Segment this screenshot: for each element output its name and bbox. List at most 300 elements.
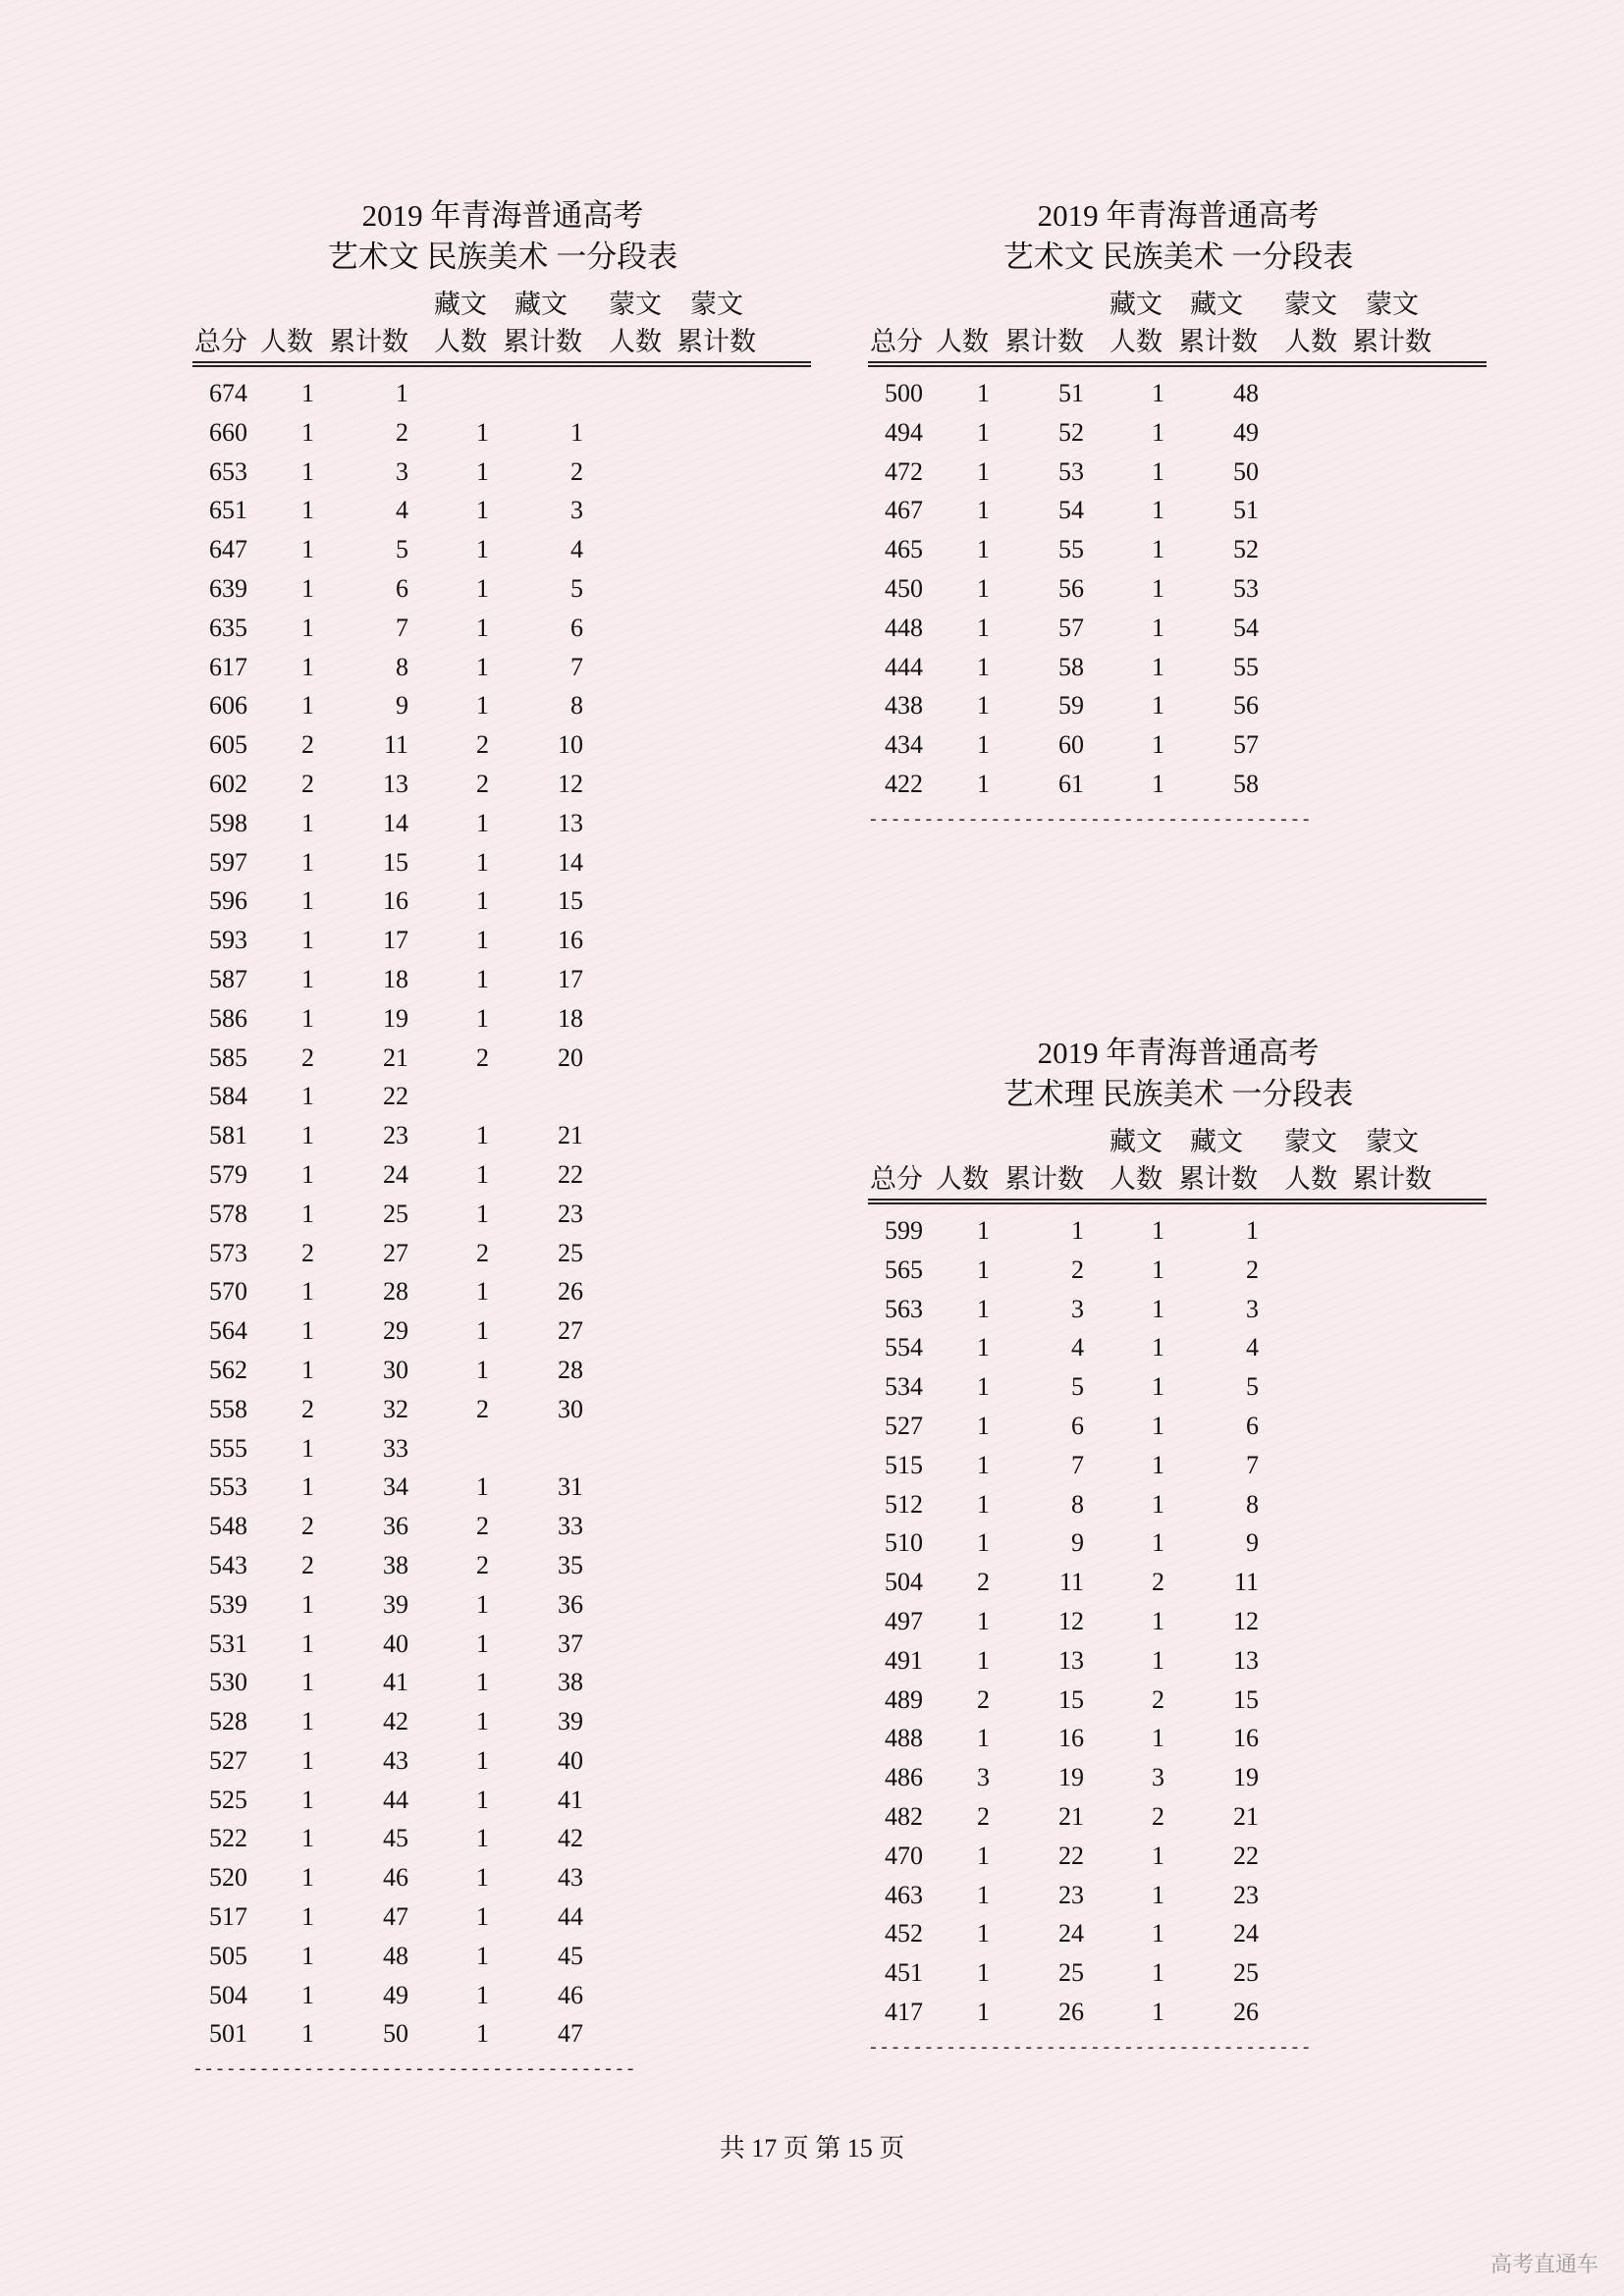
count-cell: 1	[301, 1707, 314, 1736]
zang-cumulative-cell: 39	[558, 1707, 583, 1736]
cumulative-cell: 18	[383, 964, 408, 993]
zang-count-cell: 1	[1152, 613, 1164, 642]
zang-cumulative-cell: 46	[558, 1980, 583, 2009]
table-row	[192, 1666, 813, 1705]
table-row	[868, 1644, 1489, 1683]
count-cell: 1	[977, 691, 990, 721]
table-row	[868, 1449, 1489, 1488]
cumulative-cell: 23	[1058, 1880, 1084, 1909]
zang-cumulative-cell: 13	[1233, 1645, 1259, 1675]
cumulative-cell: 1	[1071, 1216, 1084, 1245]
zang-count-cell: 1	[1152, 1645, 1164, 1675]
cumulative-cell: 23	[383, 1121, 408, 1150]
score-cell: 489	[885, 1684, 923, 1714]
zang-cumulative-cell: 51	[1233, 496, 1259, 525]
table-row	[192, 689, 813, 728]
count-cell: 1	[301, 1277, 314, 1307]
score-cell: 504	[885, 1568, 923, 1597]
cumulative-cell: 40	[383, 1629, 408, 1658]
table-row	[868, 1410, 1489, 1449]
cumulative-cell: 25	[1058, 1958, 1084, 1988]
zang-count-cell: 1	[1152, 691, 1164, 721]
table-row	[868, 768, 1489, 807]
zang-count-cell: 1	[1152, 1372, 1164, 1402]
zang-cumulative-cell: 56	[1233, 691, 1259, 721]
header-zang-cum: 累计数	[503, 327, 582, 356]
cumulative-cell: 59	[1058, 691, 1084, 721]
count-cell: 1	[977, 1450, 990, 1479]
table-row	[868, 1488, 1489, 1527]
zang-count-cell: 2	[476, 1550, 489, 1579]
score-cell: 450	[885, 573, 923, 603]
header-zang-cum: 累计数	[1178, 1164, 1258, 1194]
cumulative-cell: 42	[383, 1707, 408, 1736]
table-row	[192, 1940, 813, 1979]
zang-count-cell: 1	[1152, 1606, 1164, 1635]
score-cell: 653	[209, 456, 247, 486]
table-row	[868, 1996, 1489, 2035]
table-row	[868, 455, 1489, 495]
zang-count-cell: 1	[476, 573, 489, 603]
score-cell: 434	[885, 730, 923, 760]
table-row	[192, 1354, 813, 1393]
cumulative-cell: 21	[1058, 1801, 1084, 1831]
zang-count-cell: 1	[1152, 769, 1164, 798]
zang-cumulative-cell: 47	[558, 2019, 583, 2049]
zang-cumulative-cell: 37	[558, 1629, 583, 1658]
zang-count-cell: 1	[476, 1355, 489, 1384]
zang-count-cell: 1	[476, 1863, 489, 1893]
count-cell: 1	[301, 1003, 314, 1033]
table-row	[192, 1158, 813, 1198]
zang-cumulative-cell: 55	[1233, 652, 1259, 681]
zang-cumulative-cell: 57	[1233, 730, 1259, 760]
count-cell: 1	[301, 1355, 314, 1384]
cumulative-cell: 43	[383, 1745, 408, 1775]
count-cell: 1	[977, 1528, 990, 1558]
cumulative-cell: 25	[383, 1199, 408, 1228]
count-cell: 1	[977, 1333, 990, 1362]
cumulative-cell: 22	[383, 1082, 408, 1111]
table-row	[192, 884, 813, 924]
cumulative-cell: 55	[1058, 535, 1084, 564]
zang-count-cell: 1	[476, 496, 489, 525]
table-row	[192, 963, 813, 1002]
score-cell: 482	[885, 1801, 923, 1831]
cumulative-cell: 13	[1058, 1645, 1084, 1675]
cumulative-cell: 8	[1071, 1489, 1084, 1519]
count-cell: 1	[977, 1489, 990, 1519]
cumulative-cell: 60	[1058, 730, 1084, 760]
table-subtitle: 艺术文 民族美术 一分段表	[1002, 240, 1354, 274]
table-row	[192, 1080, 813, 1119]
zang-count-cell: 1	[1152, 1489, 1164, 1519]
cumulative-cell: 46	[383, 1863, 408, 1893]
table-row	[192, 1275, 813, 1314]
count-cell: 1	[977, 1606, 990, 1635]
zang-cumulative-cell: 18	[558, 1003, 583, 1033]
cumulative-cell: 54	[1058, 496, 1084, 525]
count-cell: 1	[977, 769, 990, 798]
zang-count-cell: 1	[1152, 1450, 1164, 1479]
table-row	[868, 1293, 1489, 1332]
zang-cumulative-cell: 50	[1233, 456, 1259, 486]
zang-cumulative-cell: 22	[1233, 1841, 1259, 1870]
table-title: 2019 年青海普通高考	[1037, 198, 1320, 233]
table-row	[868, 1526, 1489, 1566]
table-row	[192, 924, 813, 963]
header-zang-count: 人数	[1110, 327, 1163, 356]
zang-count-cell: 1	[1152, 1411, 1164, 1440]
zang-cumulative-cell: 26	[558, 1277, 583, 1307]
zang-count-cell: 1	[476, 1199, 489, 1228]
cumulative-cell: 9	[1071, 1528, 1084, 1558]
header-meng-1: 蒙文	[609, 290, 662, 319]
zang-cumulative-cell: 1	[1246, 1216, 1259, 1245]
table-row	[192, 1198, 813, 1237]
score-cell: 555	[209, 1433, 247, 1463]
count-cell: 1	[977, 1841, 990, 1870]
header-meng-1: 蒙文	[1284, 290, 1337, 319]
zang-cumulative-cell: 21	[1233, 1801, 1259, 1831]
cumulative-cell: 33	[383, 1433, 408, 1463]
score-cell: 593	[209, 926, 247, 955]
score-cell: 584	[209, 1082, 247, 1111]
count-cell: 1	[301, 847, 314, 877]
score-cell: 505	[209, 1941, 247, 1970]
zang-cumulative-cell: 45	[558, 1941, 583, 1970]
score-cell: 465	[885, 535, 923, 564]
zang-cumulative-cell: 8	[1246, 1489, 1259, 1519]
count-cell: 1	[977, 613, 990, 642]
table-row	[192, 1041, 813, 1081]
score-cell: 586	[209, 1003, 247, 1033]
zang-count-cell: 1	[476, 456, 489, 486]
cumulative-cell: 45	[383, 1824, 408, 1853]
header-zang-2: 藏文	[1190, 1127, 1243, 1156]
cumulative-cell: 38	[383, 1550, 408, 1579]
cumulative-cell: 7	[1071, 1450, 1084, 1479]
cumulative-cell: 61	[1058, 769, 1084, 798]
count-cell: 1	[301, 1629, 314, 1658]
score-cell: 548	[209, 1512, 247, 1541]
score-cell: 539	[209, 1589, 247, 1619]
table-row	[192, 1237, 813, 1276]
zang-count-cell: 1	[476, 1159, 489, 1189]
header-meng-1: 蒙文	[1284, 1127, 1337, 1156]
table-row	[192, 1979, 813, 2018]
zang-count-cell: 1	[1152, 1255, 1164, 1284]
zang-cumulative-cell: 35	[558, 1550, 583, 1579]
count-cell: 3	[977, 1763, 990, 1792]
zang-cumulative-cell: 43	[558, 1863, 583, 1893]
score-cell: 494	[885, 417, 923, 447]
table-row	[868, 1722, 1489, 1761]
score-cell: 565	[885, 1255, 923, 1284]
score-cell: 417	[885, 1997, 923, 2026]
score-cell: 635	[209, 613, 247, 642]
table-row	[868, 1566, 1489, 1605]
count-cell: 1	[301, 1433, 314, 1463]
zang-cumulative-cell: 24	[1233, 1919, 1259, 1949]
zang-cumulative-cell: 15	[1233, 1684, 1259, 1714]
score-cell: 486	[885, 1763, 923, 1792]
cumulative-cell: 15	[1058, 1684, 1084, 1714]
count-cell: 1	[977, 535, 990, 564]
count-cell: 1	[301, 1941, 314, 1970]
zang-count-cell: 1	[1152, 652, 1164, 681]
zang-cumulative-cell: 36	[558, 1589, 583, 1619]
score-cell: 527	[885, 1411, 923, 1440]
zang-cumulative-cell: 26	[1233, 1997, 1259, 2026]
table-row	[192, 1470, 813, 1510]
score-cell: 587	[209, 964, 247, 993]
score-cell: 448	[885, 613, 923, 642]
table-row	[868, 1761, 1489, 1800]
score-cell: 617	[209, 652, 247, 681]
header-count: 人数	[936, 1164, 989, 1194]
header-cum: 累计数	[329, 327, 408, 356]
count-cell: 1	[301, 1902, 314, 1932]
score-cell: 512	[885, 1489, 923, 1519]
zang-count-cell: 1	[476, 1629, 489, 1658]
header-cum: 累计数	[1004, 327, 1084, 356]
score-cell: 438	[885, 691, 923, 721]
cumulative-cell: 3	[396, 456, 408, 486]
zang-cumulative-cell: 3	[1246, 1294, 1259, 1323]
count-cell: 1	[301, 379, 314, 407]
zang-count-cell: 2	[1152, 1684, 1164, 1714]
zang-cumulative-cell: 28	[558, 1355, 583, 1384]
zang-cumulative-cell: 30	[558, 1394, 583, 1423]
cumulative-cell: 7	[396, 613, 408, 642]
score-cell: 510	[885, 1528, 923, 1558]
zang-count-cell: 1	[476, 1472, 489, 1502]
zang-count-cell: 1	[476, 964, 489, 993]
zang-count-cell: 1	[476, 613, 489, 642]
table-row	[868, 494, 1489, 533]
count-cell: 1	[977, 496, 990, 525]
count-cell: 1	[301, 1785, 314, 1814]
cumulative-cell: 11	[383, 730, 408, 760]
score-cell: 562	[209, 1355, 247, 1384]
table-row	[192, 1588, 813, 1628]
cumulative-cell: 19	[383, 1003, 408, 1033]
zang-count-cell: 2	[476, 769, 489, 798]
count-cell: 1	[301, 1159, 314, 1189]
header-meng-count: 人数	[1284, 327, 1337, 356]
score-cell: 491	[885, 1645, 923, 1675]
count-cell: 2	[301, 1042, 314, 1072]
table-row	[868, 689, 1489, 728]
cumulative-cell: 27	[383, 1238, 408, 1267]
zang-count-cell: 1	[476, 1316, 489, 1346]
score-cell: 597	[209, 847, 247, 877]
score-cell: 596	[209, 886, 247, 916]
header-zang-1: 藏文	[1110, 290, 1163, 319]
table-header	[868, 1120, 1489, 1199]
zang-count-cell: 1	[476, 1902, 489, 1932]
table-row	[868, 572, 1489, 612]
table-row	[868, 651, 1489, 690]
table-row	[192, 494, 813, 533]
cumulative-cell: 52	[1058, 417, 1084, 447]
zang-cumulative-cell: 22	[558, 1159, 583, 1189]
score-cell: 647	[209, 535, 247, 564]
table-row	[868, 416, 1489, 455]
table-row	[192, 1432, 813, 1471]
zang-cumulative-cell: 17	[558, 964, 583, 993]
count-cell: 1	[977, 456, 990, 486]
header-zang-1: 藏文	[1110, 1127, 1163, 1156]
table-row	[868, 1840, 1489, 1879]
score-cell: 467	[885, 496, 923, 525]
score-cell: 674	[209, 379, 247, 407]
table-row	[192, 1861, 813, 1900]
table-row	[868, 1214, 1489, 1254]
zang-count-cell: 2	[476, 1512, 489, 1541]
cumulative-cell: 4	[1071, 1333, 1084, 1362]
count-cell: 1	[301, 573, 314, 603]
zang-cumulative-cell: 9	[1246, 1528, 1259, 1558]
header-meng-cum: 累计数	[1352, 1164, 1432, 1194]
zang-cumulative-cell: 25	[558, 1238, 583, 1267]
cumulative-cell: 48	[383, 1941, 408, 1970]
zang-cumulative-cell: 58	[1233, 769, 1259, 798]
zang-cumulative-cell: 11	[1233, 1568, 1259, 1597]
zang-count-cell: 1	[1152, 379, 1164, 407]
cumulative-cell: 16	[1058, 1724, 1084, 1753]
zang-cumulative-cell: 23	[558, 1199, 583, 1228]
cumulative-cell: 32	[383, 1394, 408, 1423]
score-cell: 472	[885, 456, 923, 486]
table-row	[192, 455, 813, 495]
zang-cumulative-cell: 53	[1233, 573, 1259, 603]
table-row	[192, 1119, 813, 1158]
table-row	[868, 1370, 1489, 1410]
header-meng-count: 人数	[609, 327, 662, 356]
header-meng-2: 蒙文	[690, 290, 743, 319]
zang-cumulative-cell: 31	[558, 1472, 583, 1502]
cumulative-cell: 5	[396, 535, 408, 564]
cumulative-cell: 4	[396, 496, 408, 525]
count-cell: 1	[977, 1255, 990, 1284]
count-cell: 1	[977, 1294, 990, 1323]
cumulative-cell: 22	[1058, 1841, 1084, 1870]
zang-count-cell: 1	[476, 1745, 489, 1775]
table-row	[868, 1800, 1489, 1840]
count-cell: 1	[301, 1589, 314, 1619]
count-cell: 1	[301, 456, 314, 486]
header-zang-count: 人数	[1110, 1164, 1163, 1194]
zang-count-cell: 1	[1152, 1294, 1164, 1323]
cumulative-cell: 5	[1071, 1372, 1084, 1402]
zang-cumulative-cell: 8	[570, 691, 583, 721]
score-cell: 578	[209, 1199, 247, 1228]
score-cell: 639	[209, 573, 247, 603]
count-cell: 2	[977, 1568, 990, 1597]
zang-count-cell: 1	[476, 1941, 489, 1970]
count-cell: 1	[301, 808, 314, 837]
count-cell: 1	[301, 613, 314, 642]
table-row	[868, 377, 1489, 416]
zang-cumulative-cell: 38	[558, 1668, 583, 1697]
header-cum: 累计数	[1004, 1164, 1084, 1194]
score-cell: 501	[209, 2019, 247, 2049]
zang-cumulative-cell: 41	[558, 1785, 583, 1814]
zang-count-cell: 2	[476, 1238, 489, 1267]
header-total: 总分	[870, 1164, 923, 1194]
table-row	[868, 1917, 1489, 1956]
page-footer: 共 17 页 第 15 页	[719, 2134, 905, 2163]
watermark-text: 高考直通车	[1489, 2253, 1598, 2277]
zang-cumulative-cell: 15	[558, 886, 583, 916]
header-meng-2: 蒙文	[1366, 290, 1419, 319]
count-cell: 1	[977, 730, 990, 760]
table-header	[868, 283, 1489, 361]
table-row	[192, 2017, 813, 2056]
header-count: 人数	[260, 327, 313, 356]
zang-cumulative-cell: 1	[570, 417, 583, 447]
score-cell: 500	[885, 379, 923, 407]
cumulative-cell: 24	[1058, 1919, 1084, 1949]
zang-count-cell: 1	[476, 1668, 489, 1697]
table-row	[868, 1879, 1489, 1918]
count-cell: 1	[301, 1863, 314, 1893]
score-cell: 599	[885, 1216, 923, 1245]
cumulative-cell: 2	[396, 417, 408, 447]
table-row	[868, 728, 1489, 768]
zang-cumulative-cell: 5	[1246, 1372, 1259, 1402]
score-cell: 598	[209, 808, 247, 837]
zang-cumulative-cell: 33	[558, 1512, 583, 1541]
zang-count-cell: 1	[476, 1980, 489, 2009]
cumulative-cell: 11	[1058, 1568, 1084, 1597]
header-zang-2: 藏文	[514, 290, 568, 319]
zang-cumulative-cell: 5	[570, 573, 583, 603]
table-rows	[192, 367, 813, 2056]
zang-count-cell: 1	[476, 652, 489, 681]
count-cell: 1	[977, 1645, 990, 1675]
zang-count-cell: 1	[1152, 1841, 1164, 1870]
header-zang-2: 藏文	[1190, 290, 1243, 319]
zang-cumulative-cell: 13	[558, 808, 583, 837]
cumulative-cell: 39	[383, 1589, 408, 1619]
score-cell: 451	[885, 1958, 923, 1988]
count-cell: 1	[301, 496, 314, 525]
cumulative-cell: 50	[383, 2019, 408, 2049]
table-row	[868, 1605, 1489, 1644]
zang-count-cell: 1	[1152, 1528, 1164, 1558]
score-cell: 660	[209, 417, 247, 447]
table-row	[192, 807, 813, 846]
count-cell: 1	[301, 1316, 314, 1346]
cumulative-cell: 58	[1058, 652, 1084, 681]
table-header	[192, 283, 813, 361]
zang-cumulative-cell: 40	[558, 1745, 583, 1775]
count-cell: 1	[301, 652, 314, 681]
score-cell: 504	[209, 1980, 247, 2009]
zang-count-cell: 1	[1152, 1919, 1164, 1949]
count-cell: 1	[977, 1880, 990, 1909]
table-title: 2019 年青海普通高考	[361, 198, 644, 233]
cumulative-cell: 51	[1058, 379, 1084, 407]
table-row	[868, 612, 1489, 651]
count-cell: 1	[977, 1919, 990, 1949]
count-cell: 1	[301, 1082, 314, 1111]
table-row	[192, 1784, 813, 1823]
header-count: 人数	[936, 327, 989, 356]
